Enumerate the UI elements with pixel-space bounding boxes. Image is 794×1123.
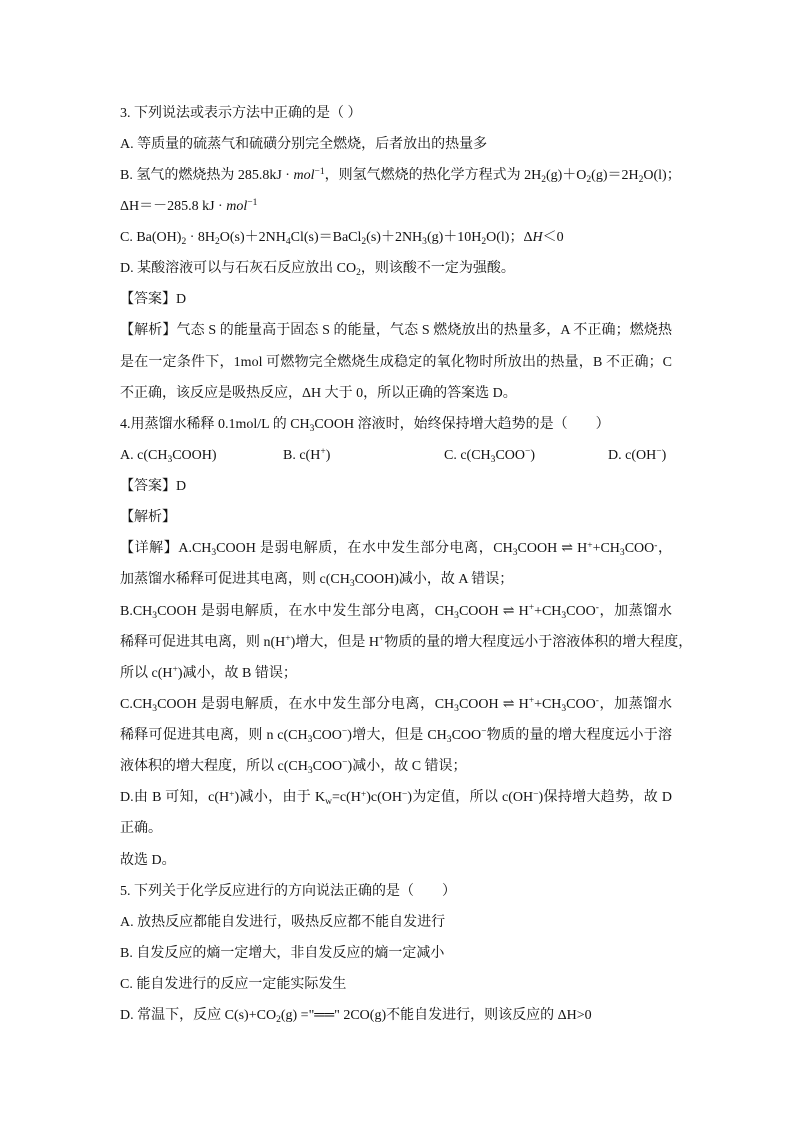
subscript: 2 [541,174,546,185]
question-4 [120,409,693,876]
question-4-detail-c-line-1 [120,689,672,720]
text-run: B. 自发反应的熵一定增大，非自发反应的熵一定减小 [120,945,445,961]
text-run: )减小，由于 K [234,790,326,806]
text-run: COOH 是弱电解质，在水中发生部分电离，CH [157,603,455,619]
text-run: )增大，但是 CH [347,728,447,743]
question-text-block [120,98,693,1032]
question-4-detail-c-line-3 [120,751,672,782]
question-5-option-d [120,1000,672,1031]
text-run: ) [530,447,536,463]
question-4-detail-b-line-2 [120,627,693,658]
text-run: (g)＝2H [591,167,639,183]
text-run: 液体积的增大程度，所以 c(CH [120,759,308,775]
text-run: (g)＋10H [426,230,482,245]
superscript: + [229,789,235,800]
subscript: 3 [561,610,567,621]
question-4-detail-a-line-1 [120,533,672,564]
text-run: B. c(H [283,447,321,463]
text-run: ΔH＝－285.8 kJ · [120,198,227,214]
text-run: 正确。 [120,821,162,837]
question-4-detail-c-line-2 [120,720,672,751]
italic-run: mol [226,198,248,214]
text-run: 加蒸馏水稀释可促进其电离，则 c(CH [120,572,350,588]
text-run: O(s)＋2NH [219,230,286,245]
question-4-analysis-heading [120,502,672,533]
question-4-answer [120,471,672,502]
subscript: 2 [356,268,361,279]
text-run: ) [325,447,331,463]
text-run: D. 某酸溶液可以与石灰石反应放出 CO [120,261,357,277]
text-run: )保持增大趋势，故 D [538,790,672,806]
superscript: - [595,696,599,707]
subscript: 2 [276,1015,281,1026]
text-run: B. 氢气的燃烧热为 285.8kJ · [120,167,294,183]
text-run: 物质的量的增大程度远小于溶 [486,728,673,743]
subscript: 3 [167,454,173,465]
subscript: 3 [446,735,452,746]
text-run: 【解析】 [120,510,176,526]
superscript: + [360,789,367,800]
superscript: −1 [314,167,325,177]
subscript: 2 [586,174,592,185]
subscript: 3 [307,735,313,746]
text-run: (g)＋O [545,167,587,183]
italic-run: H [532,230,543,245]
text-run: )减小，故 C 错误； [347,759,467,775]
question-4-options [120,440,672,471]
superscript: − [656,447,662,458]
text-run: ，则该酸不一定为强酸。 [360,261,515,277]
superscript: + [285,633,291,644]
question-3 [120,98,681,409]
text-run: A. 放热反应都能自发进行，吸热反应都不能自发进行 [120,914,446,930]
superscript: − [401,789,408,800]
text-run: A. 等质量的硫蒸气和硫磺分别完全燃烧，后者放出的热量多 [120,136,488,152]
superscript: - [654,540,658,551]
subscript: 3 [619,548,625,559]
text-run: COOH 是弱电解质，在水中发生部分电离，CH [157,696,455,712]
question-4-detail-d-line-2 [120,813,672,844]
subscript: 3 [307,766,313,777]
superscript: + [172,665,178,675]
question-3-option-a [120,129,672,160]
subscript: 3 [512,548,518,559]
superscript: + [378,633,385,644]
text-run: 是在一定条件下，1mol 可燃物完全燃烧生成稳定的氧化物时所放出的热量，B 不正确；C [120,354,672,370]
question-4-detail-d-line-1 [120,782,672,813]
text-run: Cl(s)＝BaCl [290,230,362,245]
text-run: +CH [534,696,562,712]
text-run: )减小，故 B 错误； [177,665,297,681]
text-run: 物质的量的增大程度远小于溶液体积的增大程度， [384,634,693,650]
question-3-answer [120,284,672,315]
text-run: COOH ⇌ H [517,541,588,557]
text-run: C. 能自发进行的反应一定能实际发生 [120,977,347,992]
superscript: + [320,447,326,458]
text-run: (s)＋2NH [366,230,423,245]
text-run: C. Ba(OH) [120,230,182,245]
text-run: COOH) [172,447,217,463]
question-4-conclusion [120,845,672,876]
subscript: 3 [454,610,459,621]
question-4-detail-b-line-1 [120,596,672,627]
subscript: 2 [214,237,220,248]
text-run: 故选 D。 [120,852,176,868]
question-5-option-b [120,938,672,969]
question-4-option-c [444,440,535,471]
text-run: D. c(OH [608,447,657,463]
question-4-option-b [283,440,330,471]
text-run: 【答案】D [120,479,187,494]
superscript: − [525,447,531,458]
subscript: w [325,797,332,808]
subscript: 2 [361,237,367,248]
text-run: O(l)； [643,167,681,183]
question-3-option-c [120,222,672,253]
subscript: 2 [638,174,644,185]
text-run: 所以 c(H [120,665,173,681]
question-3-analysis-line-2 [120,347,672,378]
superscript: + [587,540,593,551]
text-run: 【解析】气态 S 的能量高于固态 S 的能量，气态 S 燃烧放出的热量多，A 不正确；燃烧热 [120,323,672,339]
text-run: COO [495,447,525,463]
text-run: COO [312,759,343,775]
text-run: )c(OH [366,790,402,806]
text-run: +CH [534,603,562,619]
question-3-option-b-continued [120,191,672,222]
question-3-option-d [120,253,672,284]
subscript: 4 [285,237,291,248]
text-run: ，加蒸馏水 [598,603,672,619]
question-4-option-d [608,440,666,471]
text-run: +CH [592,541,620,557]
question-3-option-b [120,160,681,191]
text-run: 【详解】A.CH [120,541,212,557]
text-run: ，则氢气燃烧的热化学方程式为 2H [324,167,542,183]
text-run: (g) ="══" 2CO(g)不能自发进行，则该反应的 ΔH>0 [280,1008,592,1024]
text-run: · 8H [186,230,215,245]
subscript: 3 [454,703,459,714]
text-run: =c(H [331,790,361,806]
superscript: − [533,789,539,800]
superscript: − [342,758,348,769]
text-run: )为定值，所以 c(OH [407,790,534,806]
question-4-option-a [120,440,217,471]
question-4-stem [120,409,672,440]
text-run: COO [312,728,342,743]
question-5-option-c [120,969,672,1000]
question-4-detail-b-line-3 [120,658,672,689]
subscript: 3 [211,548,217,559]
text-run: O(l)；Δ [486,230,533,245]
question-5 [120,876,672,1032]
subscript: 2 [481,237,487,248]
text-run: B.CH [120,603,153,619]
text-run: COO [624,541,655,557]
subscript: 3 [152,703,158,714]
text-run: 5. 下列关于化学反应进行的方向说法正确的是（ ） [120,883,456,899]
text-run: 稀释可促进其电离，则 n(H [120,634,286,650]
text-run: D.由 B 可知，c(H [120,790,230,806]
question-4-detail-a-line-2 [120,564,672,595]
subscript: 3 [309,423,315,434]
text-run: 3. 下列说法或表示方法中正确的是（ ） [120,105,362,121]
text-run: COOH ⇌ H [458,696,529,712]
subscript: 3 [152,610,158,621]
subscript: 3 [349,579,355,590]
superscript: + [528,696,535,707]
question-5-stem [120,876,672,907]
text-run: )增大，但是 H [290,634,379,650]
superscript: −1 [247,198,258,209]
superscript: + [528,602,535,613]
subscript: 3 [490,454,496,465]
superscript: − [481,727,487,738]
text-run: D. 常温下，反应 C(s)+CO [120,1008,277,1024]
superscript: − [341,727,348,738]
subscript: 3 [561,703,567,714]
text-run: 4.用蒸馏水稀释 0.1mol/L 的 CH [120,416,310,432]
text-run: COOH)减小，故 A 错误； [354,572,514,588]
text-run: COO [566,696,596,712]
text-run: COO [566,603,596,619]
text-run: 【答案】D [120,292,187,308]
text-run: 不正确，该反应是吸热反应，ΔH 大于 0，所以正确的答案选 D。 [120,385,517,401]
text-run: ， [657,541,673,557]
text-run: C. c(CH [444,447,491,463]
text-run: C.CH [120,696,153,712]
text-run: 稀释可促进其电离，则 n c(CH [120,728,308,743]
text-run: ，加蒸馏水 [598,696,672,712]
question-3-analysis-line-1 [120,315,672,346]
subscript: 3 [422,237,427,248]
text-run: COO [451,728,482,743]
text-run: ) [661,447,667,463]
text-run: COOH 溶液时，始终保持增大趋势的是（ ） [314,416,610,432]
text-run: A. c(CH [120,447,168,463]
text-run: COOH 是弱电解质，在水中发生部分电离，CH [216,541,513,557]
text-run: ＜0 [542,230,564,245]
superscript: - [595,602,599,613]
question-3-analysis-line-3 [120,378,672,409]
italic-run: mol [293,167,315,183]
question-5-option-a [120,907,672,938]
subscript: 2 [181,237,187,248]
question-3-stem [120,98,672,129]
text-run: COOH ⇌ H [458,603,529,619]
